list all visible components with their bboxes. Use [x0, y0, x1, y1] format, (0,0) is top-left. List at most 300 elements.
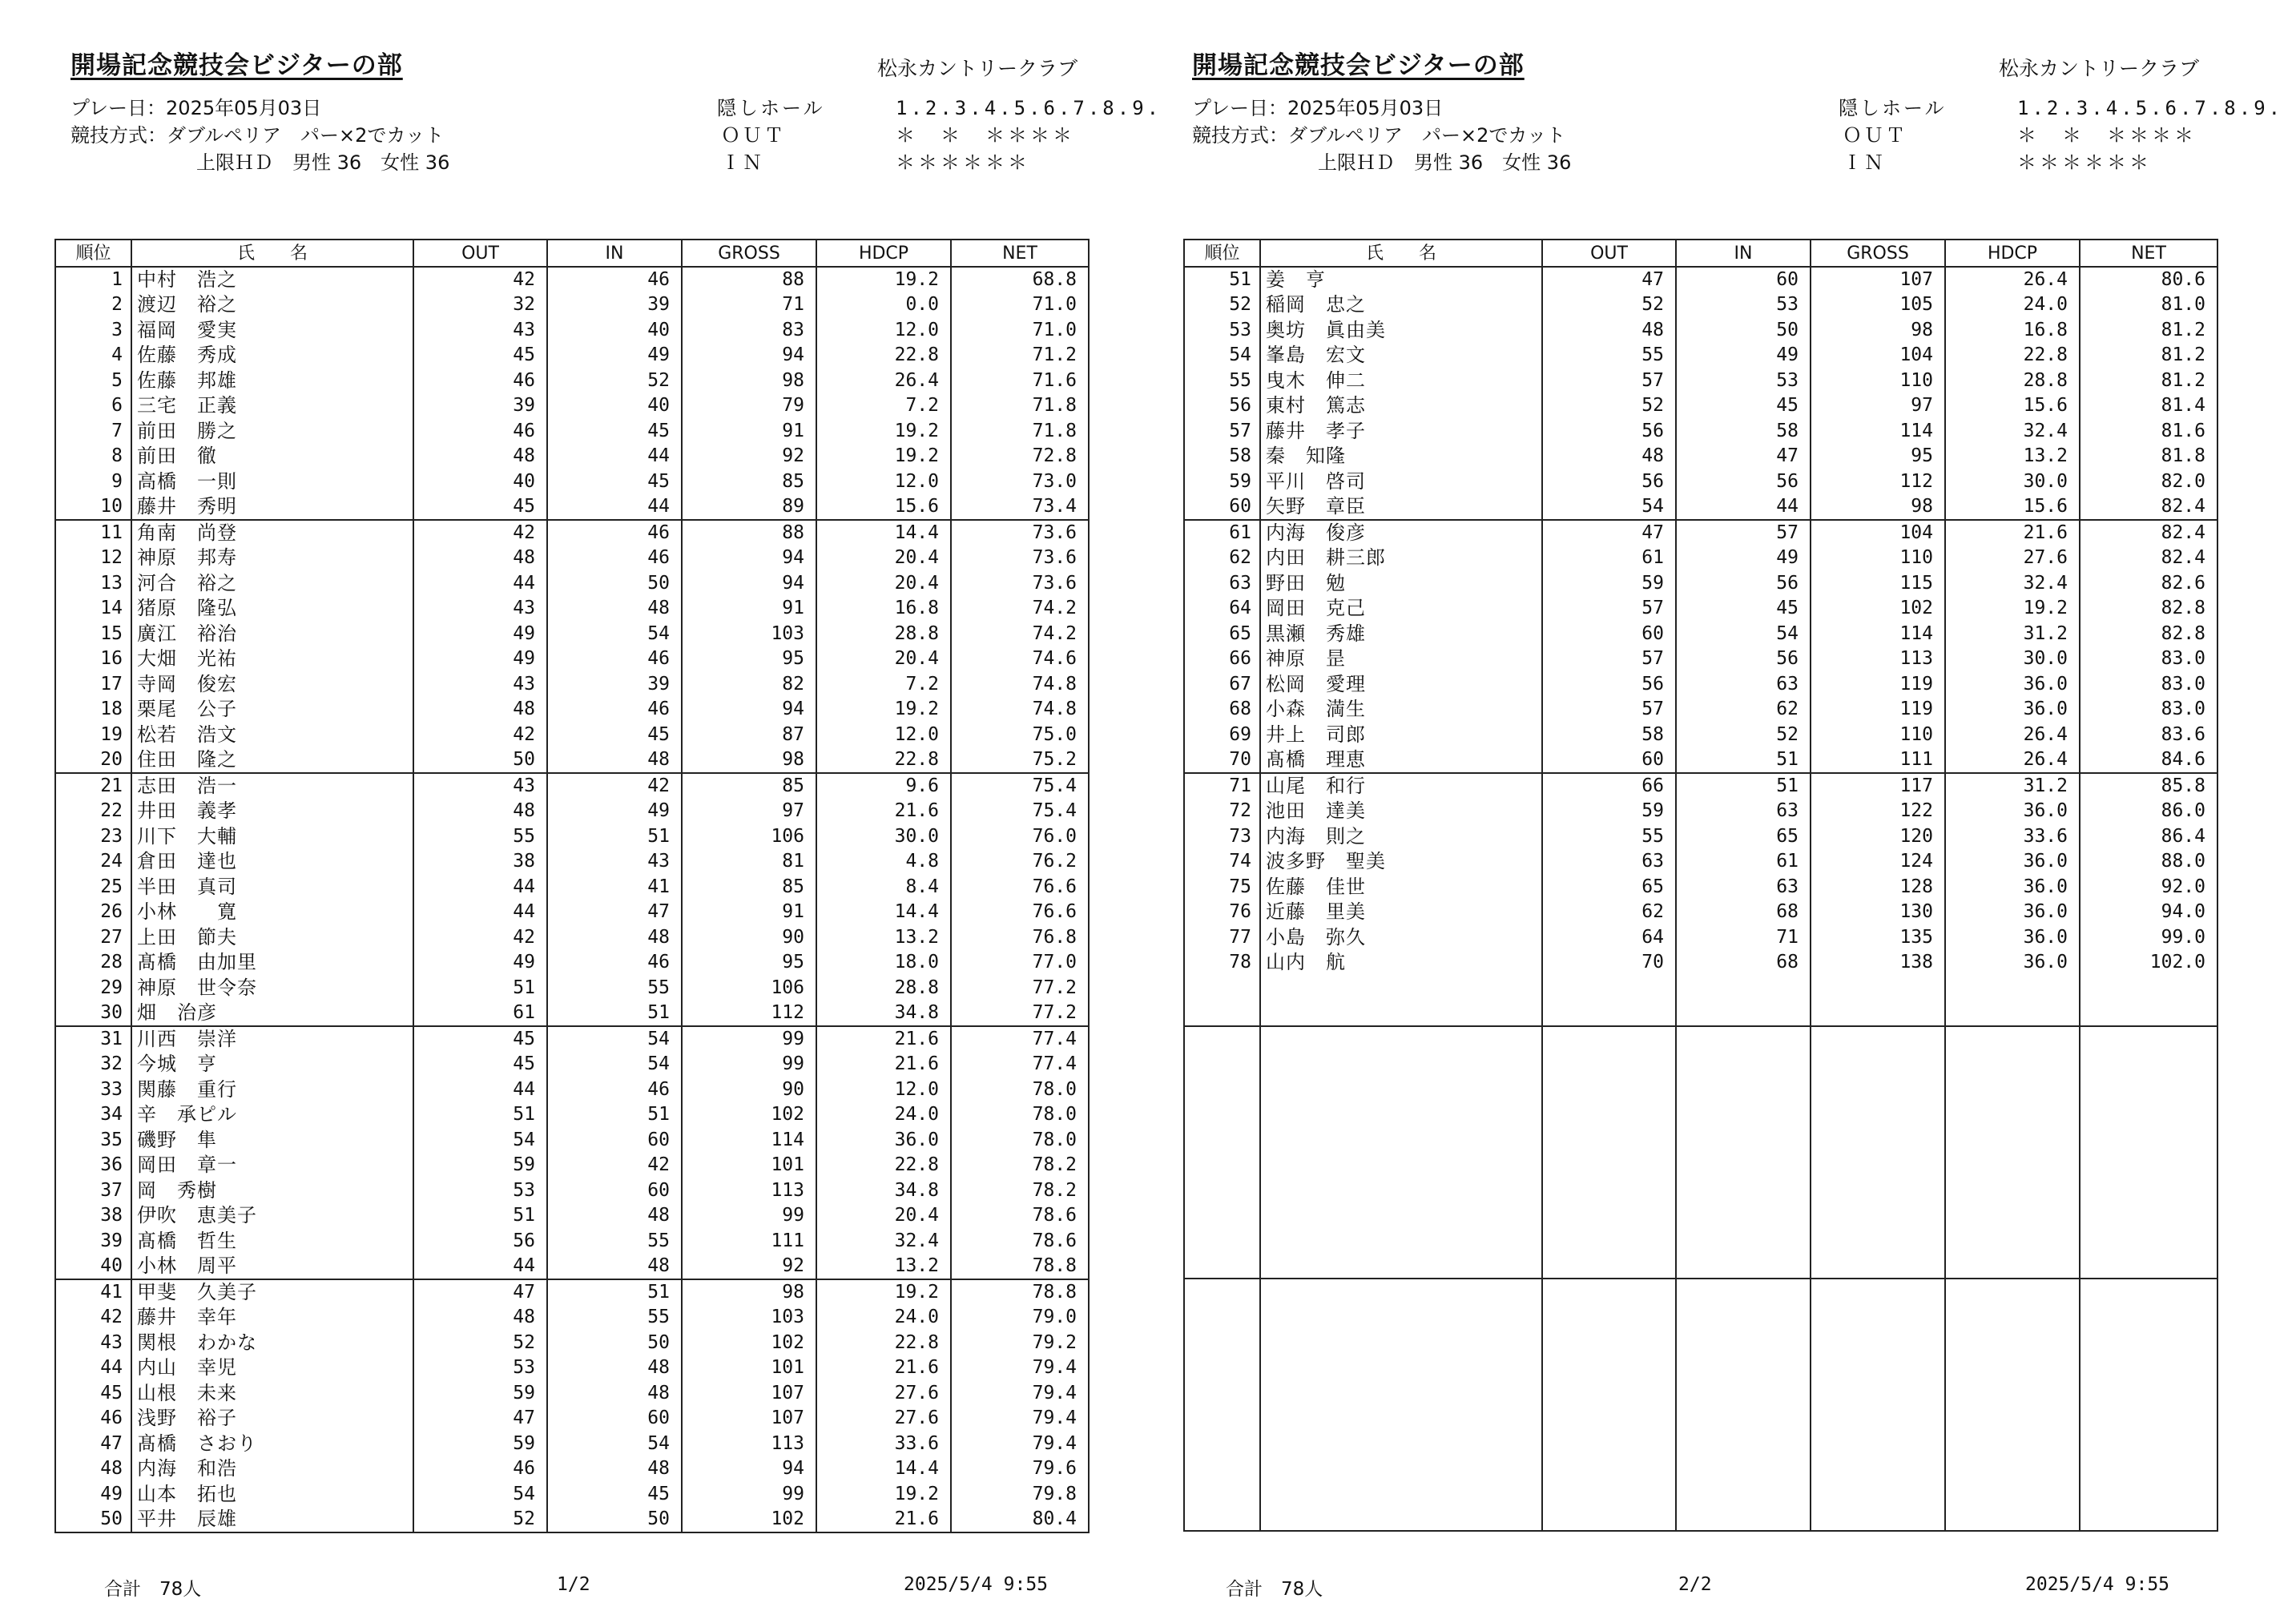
cell-out: 52 [1542, 393, 1676, 419]
cell-hdcp [1945, 1329, 2080, 1355]
table-row [55, 622, 1089, 647]
cell-in: 56 [1676, 469, 1811, 495]
table-row [1184, 343, 2217, 368]
cell-name: 関根 わかな [131, 1331, 413, 1356]
cell-rank: 48 [55, 1456, 131, 1482]
cell-net: 74.2 [951, 596, 1089, 622]
cell-out: 43 [413, 318, 547, 344]
cell-hdcp: 36.0 [816, 1128, 951, 1154]
table-row [55, 292, 1089, 318]
table-row [1184, 925, 2217, 951]
cell-in: 49 [547, 799, 682, 824]
cell-gross: 87 [682, 723, 816, 748]
footer-page-number: 2/2 [1678, 1574, 1712, 1595]
cell-net [2080, 1404, 2217, 1430]
cell-out: 55 [1542, 343, 1676, 368]
cell-name: 髙橋 由加里 [131, 950, 413, 976]
cell-hdcp: 36.0 [1945, 925, 2080, 951]
cell-hdcp: 13.2 [816, 1254, 951, 1279]
cell-out [1542, 1480, 1676, 1506]
cell-gross [1811, 1127, 1945, 1153]
cell-out [1542, 1228, 1676, 1254]
cell-gross: 85 [682, 875, 816, 900]
cell-net: 71.0 [951, 292, 1089, 318]
cell-rank: 72 [1184, 799, 1260, 824]
cell-net: 71.8 [951, 419, 1089, 445]
cell-name: 山本 拓也 [131, 1482, 413, 1508]
table-row [1184, 1101, 2217, 1127]
cell-rank: 25 [55, 875, 131, 900]
cell-gross: 110 [1811, 368, 1945, 394]
table-row [55, 1052, 1089, 1077]
cell-rank: 5 [55, 368, 131, 394]
cell-rank: 51 [1184, 267, 1260, 292]
cell-rank: 45 [55, 1381, 131, 1407]
cell-net: 74.8 [951, 672, 1089, 698]
page-title: 開場記念競技会ビジターの部 [70, 51, 403, 80]
cell-gross: 98 [1811, 318, 1945, 344]
cell-rank: 57 [1184, 419, 1260, 445]
cell-rank [1184, 1279, 1260, 1304]
cell-net: 81.2 [2080, 343, 2217, 368]
cell-out: 43 [413, 672, 547, 698]
table-row [1184, 1279, 2217, 1304]
cell-hdcp: 7.2 [816, 672, 951, 698]
cell-in: 50 [547, 1331, 682, 1356]
cell-net: 76.6 [951, 875, 1089, 900]
cell-net: 86.4 [2080, 824, 2217, 850]
cell-name: 半田 真司 [131, 875, 413, 900]
header-out: OUT [413, 240, 547, 267]
cell-gross [1811, 1430, 1945, 1456]
cell-net: 85.8 [2080, 773, 2217, 799]
cell-out: 53 [413, 1178, 547, 1204]
cell-gross: 94 [682, 343, 816, 368]
cell-gross: 102 [1811, 596, 1945, 622]
cell-net: 83.0 [2080, 646, 2217, 672]
cell-out: 45 [413, 343, 547, 368]
cell-hdcp: 33.6 [1945, 824, 2080, 850]
cell-name: 河合 裕之 [131, 571, 413, 597]
cell-in [1676, 1379, 1811, 1405]
cell-in: 68 [1676, 900, 1811, 925]
table-row [1184, 1303, 2217, 1329]
cell-in: 45 [547, 419, 682, 445]
cell-name [1260, 1404, 1542, 1430]
cell-rank: 63 [1184, 571, 1260, 597]
cell-gross: 114 [1811, 419, 1945, 445]
cell-in: 46 [547, 520, 682, 546]
format-line-1: 競技方式：ダブルペリア パー×2でカット [70, 124, 445, 147]
cell-out: 66 [1542, 773, 1676, 799]
cell-rank: 24 [55, 849, 131, 875]
cell-net: 78.6 [951, 1203, 1089, 1229]
cell-name [1260, 1051, 1542, 1077]
table-row [1184, 1001, 2217, 1026]
cell-in: 39 [547, 292, 682, 318]
cell-gross: 102 [682, 1331, 816, 1356]
cell-rank: 26 [55, 900, 131, 925]
cell-name: 佐藤 秀成 [131, 343, 413, 368]
table-row [1184, 318, 2217, 344]
cell-out: 58 [1542, 723, 1676, 748]
cell-hdcp: 27.6 [1945, 546, 2080, 571]
cell-name [1260, 1152, 1542, 1178]
table-row [1184, 900, 2217, 925]
results-table-page-2 [1183, 239, 2218, 1532]
table-row [1184, 1077, 2217, 1102]
cell-rank: 15 [55, 622, 131, 647]
cell-out: 45 [413, 494, 547, 520]
cell-rank: 55 [1184, 368, 1260, 394]
cell-rank [1184, 1329, 1260, 1355]
cell-gross [1811, 1329, 1945, 1355]
cell-in: 44 [1676, 494, 1811, 520]
cell-name: 藤井 孝子 [1260, 419, 1542, 445]
cell-net: 78.2 [951, 1153, 1089, 1178]
cell-hdcp: 22.8 [816, 343, 951, 368]
cell-hdcp [1945, 1051, 2080, 1077]
cell-hdcp: 26.4 [1945, 747, 2080, 773]
table-row [1184, 546, 2217, 571]
header-in: IN [547, 240, 682, 267]
cell-hdcp [1945, 1430, 2080, 1456]
cell-rank: 68 [1184, 697, 1260, 723]
table-row [55, 1102, 1089, 1128]
cell-net: 77.4 [951, 1026, 1089, 1052]
cell-gross [1811, 976, 1945, 1001]
cell-rank: 29 [55, 976, 131, 1001]
cell-out: 64 [1542, 925, 1676, 951]
cell-name: 野田 勉 [1260, 571, 1542, 597]
cell-name [1260, 1228, 1542, 1254]
cell-gross [1811, 1404, 1945, 1430]
cell-in [1676, 1001, 1811, 1026]
table-row [1184, 773, 2217, 799]
cell-name: 稲岡 忠之 [1260, 292, 1542, 318]
cell-gross: 85 [682, 469, 816, 495]
cell-net: 83.0 [2080, 672, 2217, 698]
cell-in: 44 [547, 494, 682, 520]
cell-gross: 110 [1811, 546, 1945, 571]
cell-rank: 54 [1184, 343, 1260, 368]
cell-hdcp: 24.0 [816, 1102, 951, 1128]
table-row [55, 824, 1089, 850]
cell-name: 山尾 和行 [1260, 773, 1542, 799]
header-name: 氏 名 [131, 240, 413, 267]
out-label: ＯＵＴ [1843, 124, 1907, 147]
cell-name: 小森 満生 [1260, 697, 1542, 723]
cell-in: 56 [1676, 646, 1811, 672]
cell-name: 住田 隆之 [131, 747, 413, 773]
table-row [1184, 368, 2217, 394]
table-row [55, 318, 1089, 344]
table-row [55, 925, 1089, 951]
cell-out [1542, 1026, 1676, 1052]
cell-rank: 34 [55, 1102, 131, 1128]
format-line-2: 上限ＨＤ 男性 36 女性 36 [1318, 151, 1572, 174]
table-row [55, 1026, 1089, 1052]
cell-net: 79.2 [951, 1331, 1089, 1356]
cell-out: 43 [413, 773, 547, 799]
cell-rank: 42 [55, 1305, 131, 1331]
table-row [1184, 824, 2217, 850]
cell-net: 78.2 [951, 1178, 1089, 1204]
cell-gross: 135 [1811, 925, 1945, 951]
cell-out: 52 [1542, 292, 1676, 318]
cell-name: 平井 辰雄 [131, 1507, 413, 1532]
table-row [55, 1001, 1089, 1026]
cell-out: 47 [413, 1279, 547, 1305]
table-row [55, 368, 1089, 394]
cell-in: 54 [547, 622, 682, 647]
header-hdcp: HDCP [816, 240, 951, 267]
cell-out [1542, 1152, 1676, 1178]
cell-out: 44 [413, 1254, 547, 1279]
cell-in: 55 [547, 1229, 682, 1255]
cell-in: 50 [1676, 318, 1811, 344]
cell-rank: 20 [55, 747, 131, 773]
cell-out [1542, 1001, 1676, 1026]
cell-name: 岡田 克己 [1260, 596, 1542, 622]
header-gross: GROSS [682, 240, 816, 267]
format-line-1: 競技方式：ダブルペリア パー×2でカット [1192, 124, 1566, 147]
cell-net: 83.6 [2080, 723, 2217, 748]
cell-out: 48 [413, 444, 547, 469]
cell-in: 55 [547, 1305, 682, 1331]
cell-out: 61 [1542, 546, 1676, 571]
cell-out: 57 [1542, 697, 1676, 723]
cell-net: 73.6 [951, 546, 1089, 571]
cell-rank [1184, 1505, 1260, 1531]
cell-name: 小林 寛 [131, 900, 413, 925]
cell-rank: 11 [55, 520, 131, 546]
table-row [1184, 1051, 2217, 1077]
cell-net: 72.8 [951, 444, 1089, 469]
cell-gross: 95 [682, 950, 816, 976]
cell-rank: 66 [1184, 646, 1260, 672]
cell-name: 川西 崇洋 [131, 1026, 413, 1052]
cell-net: 82.4 [2080, 546, 2217, 571]
table-row [55, 799, 1089, 824]
cell-gross: 115 [1811, 571, 1945, 597]
cell-gross: 107 [682, 1406, 816, 1432]
cell-name [1260, 1279, 1542, 1304]
cell-net: 73.6 [951, 520, 1089, 546]
cell-name: 東村 篤志 [1260, 393, 1542, 419]
cell-in: 60 [1676, 267, 1811, 292]
cell-rank: 2 [55, 292, 131, 318]
cell-out: 65 [1542, 875, 1676, 900]
cell-out: 50 [413, 747, 547, 773]
table-row [55, 1153, 1089, 1178]
hidden-hole-label: 隠しホール [1839, 97, 1947, 119]
cell-hdcp: 36.0 [1945, 697, 2080, 723]
table-row [1184, 697, 2217, 723]
cell-net: 84.6 [2080, 747, 2217, 773]
cell-gross: 106 [682, 976, 816, 1001]
cell-in [1676, 1152, 1811, 1178]
cell-gross: 89 [682, 494, 816, 520]
cell-rank: 22 [55, 799, 131, 824]
header-hdcp: HDCP [1945, 240, 2080, 267]
cell-name: 岡田 章一 [131, 1153, 413, 1178]
cell-net: 81.6 [2080, 419, 2217, 445]
cell-net [2080, 1455, 2217, 1480]
cell-hdcp: 24.0 [816, 1305, 951, 1331]
cell-in: 62 [1676, 697, 1811, 723]
cell-gross: 82 [682, 672, 816, 698]
cell-gross: 112 [682, 1001, 816, 1026]
cell-out: 45 [413, 1026, 547, 1052]
table-row [55, 1355, 1089, 1381]
cell-in [1676, 1303, 1811, 1329]
cell-net [2080, 1152, 2217, 1178]
cell-in: 51 [547, 1102, 682, 1128]
table-row [1184, 292, 2217, 318]
cell-rank [1184, 1051, 1260, 1077]
cell-in [1676, 1480, 1811, 1506]
cell-rank: 77 [1184, 925, 1260, 951]
cell-hdcp: 13.2 [816, 925, 951, 951]
cell-hdcp: 36.0 [1945, 799, 2080, 824]
table-row [1184, 646, 2217, 672]
table-row [1184, 1178, 2217, 1203]
cell-hdcp: 19.2 [816, 697, 951, 723]
table-row [55, 1203, 1089, 1229]
cell-hdcp: 19.2 [1945, 596, 2080, 622]
cell-net [2080, 1178, 2217, 1203]
cell-hdcp: 19.2 [816, 1279, 951, 1305]
header-net: NET [2080, 240, 2217, 267]
cell-gross [1811, 1279, 1945, 1304]
footer-total: 合計 78人 [104, 1579, 202, 1600]
cell-rank: 75 [1184, 875, 1260, 900]
cell-gross: 91 [682, 419, 816, 445]
cell-hdcp: 26.4 [1945, 267, 2080, 292]
table-row [55, 1432, 1089, 1457]
cell-hdcp: 22.8 [816, 1153, 951, 1178]
cell-rank: 43 [55, 1331, 131, 1356]
cell-out: 59 [1542, 799, 1676, 824]
table-row [1184, 1228, 2217, 1254]
cell-name: 池田 達美 [1260, 799, 1542, 824]
cell-rank: 50 [55, 1507, 131, 1532]
table-row [1184, 1379, 2217, 1405]
cell-net: 79.8 [951, 1482, 1089, 1508]
cell-net: 74.6 [951, 646, 1089, 672]
table-row [55, 1077, 1089, 1103]
table-row [1184, 723, 2217, 748]
cell-hdcp: 22.8 [816, 1331, 951, 1356]
cell-net: 83.0 [2080, 697, 2217, 723]
cell-in: 48 [547, 1456, 682, 1482]
cell-out: 54 [413, 1128, 547, 1154]
cell-gross: 79 [682, 393, 816, 419]
cell-rank [1184, 1480, 1260, 1506]
cell-in: 48 [547, 925, 682, 951]
cell-hdcp: 20.4 [816, 571, 951, 597]
cell-hdcp: 21.6 [816, 1355, 951, 1381]
cell-net [2080, 1127, 2217, 1153]
cell-net: 79.4 [951, 1381, 1089, 1407]
cell-net: 81.4 [2080, 393, 2217, 419]
cell-in: 49 [547, 343, 682, 368]
cell-rank: 8 [55, 444, 131, 469]
hidden-hole-label: 隠しホール [717, 97, 825, 119]
cell-gross [1811, 1379, 1945, 1405]
cell-in: 54 [547, 1432, 682, 1457]
cell-net: 82.6 [2080, 571, 2217, 597]
table-row [1184, 950, 2217, 976]
cell-rank: 17 [55, 672, 131, 698]
cell-rank: 59 [1184, 469, 1260, 495]
cell-name: 今城 亨 [131, 1052, 413, 1077]
cell-net: 73.4 [951, 494, 1089, 520]
cell-net: 71.8 [951, 393, 1089, 419]
cell-name [1260, 1505, 1542, 1531]
cell-net: 68.8 [951, 267, 1089, 292]
cell-gross: 94 [682, 1456, 816, 1482]
cell-out [1542, 1505, 1676, 1531]
cell-rank: 41 [55, 1279, 131, 1305]
cell-in [1676, 1127, 1811, 1153]
cell-name: 小林 周平 [131, 1254, 413, 1279]
cell-name: 浅野 裕子 [131, 1406, 413, 1432]
cell-in: 51 [547, 1279, 682, 1305]
cell-in: 41 [547, 875, 682, 900]
cell-out: 48 [413, 1305, 547, 1331]
cell-hdcp: 20.4 [816, 546, 951, 571]
cell-name: 福岡 愛実 [131, 318, 413, 344]
in-label: ＩＮ [1843, 151, 1886, 174]
cell-name: 甲斐 久美子 [131, 1279, 413, 1305]
cell-in: 46 [547, 950, 682, 976]
cell-out: 70 [1542, 950, 1676, 976]
table-row [55, 444, 1089, 469]
cell-rank: 67 [1184, 672, 1260, 698]
table-row [55, 419, 1089, 445]
table-row [1184, 1480, 2217, 1506]
table-row [55, 900, 1089, 925]
cell-hdcp [1945, 1455, 2080, 1480]
cell-gross: 88 [682, 520, 816, 546]
cell-name [1260, 1430, 1542, 1456]
cell-in: 54 [1676, 622, 1811, 647]
table-row [55, 596, 1089, 622]
cell-hdcp: 15.6 [1945, 494, 2080, 520]
cell-gross: 98 [682, 747, 816, 773]
cell-hdcp [1945, 1480, 2080, 1506]
results-table-page-1 [54, 239, 1090, 1533]
cell-in: 65 [1676, 824, 1811, 850]
cell-gross: 99 [682, 1203, 816, 1229]
cell-rank: 13 [55, 571, 131, 597]
table-row [55, 646, 1089, 672]
cell-gross: 97 [1811, 393, 1945, 419]
footer-page-number: 1/2 [557, 1574, 590, 1595]
cell-rank: 3 [55, 318, 131, 344]
cell-net: 71.6 [951, 368, 1089, 394]
cell-out: 61 [413, 1001, 547, 1026]
cell-in: 46 [547, 546, 682, 571]
cell-name: 倉田 達也 [131, 849, 413, 875]
cell-hdcp: 33.6 [816, 1432, 951, 1457]
cell-name [1260, 1480, 1542, 1506]
cell-name: 角南 尚登 [131, 520, 413, 546]
cell-in: 46 [547, 267, 682, 292]
cell-name: 前田 徹 [131, 444, 413, 469]
